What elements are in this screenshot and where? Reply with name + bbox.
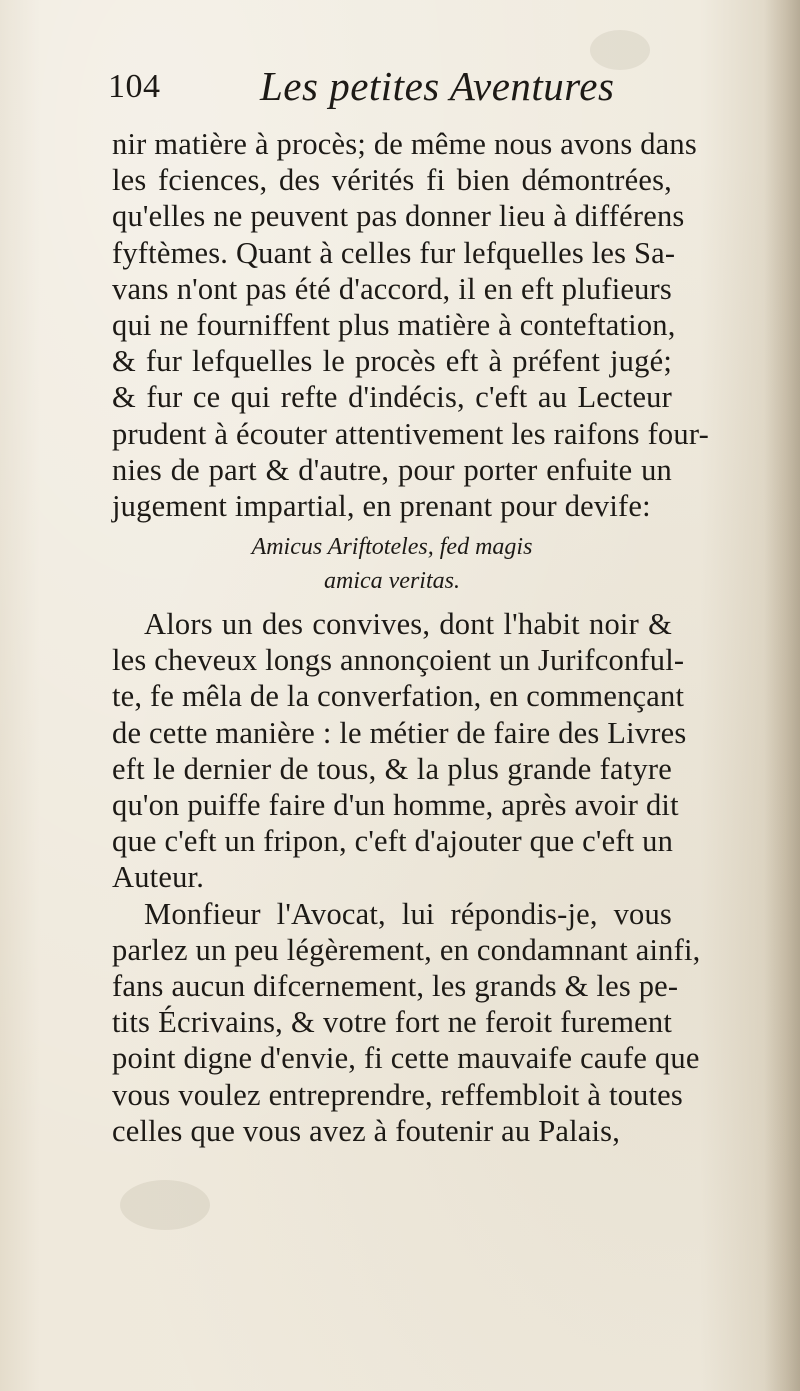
latin-quote-line: Amicus Ariftoteles, fed magis bbox=[251, 534, 533, 561]
text-line: Monfieur l'Avocat, lui répondis-je, vous bbox=[144, 896, 672, 931]
text-line: qu'on puiffe faire d'un homme, après avoir dit bbox=[112, 788, 679, 822]
text-block bbox=[112, 126, 709, 1149]
text-line: qu'elles ne peuvent pas donner lieu à différens bbox=[112, 199, 685, 234]
paper-stain bbox=[120, 1180, 210, 1230]
text-line: jugement impartial, en prenant pour devife: bbox=[112, 488, 651, 523]
latin-quote-line: amica veritas. bbox=[324, 568, 460, 595]
text-line: nir matière à procès; de même nous avons dans bbox=[112, 127, 697, 161]
text-line: prudent à écouter attentivement les raifons four- bbox=[112, 416, 709, 451]
text-line: celles que vous avez à foutenir au Palais, bbox=[112, 1113, 621, 1148]
text-line: Alors un des convives, dont l'habit noir & bbox=[144, 607, 672, 642]
text-line: tits Écrivains, & votre fort ne feroit furement bbox=[112, 1005, 672, 1040]
text-line: vous voulez entreprendre, reffembloit à toutes bbox=[112, 1077, 683, 1112]
text-line: Auteur. bbox=[112, 860, 205, 895]
text-line: les cheveux longs annonçoient un Jurifconful- bbox=[112, 643, 685, 678]
text-line: te, fe mêla de la converfation, en commençant bbox=[112, 679, 685, 714]
text-line: fyftèmes. Quant à celles fur lefquelles les Sa- bbox=[112, 235, 676, 270]
text-line: & fur ce qui refte d'indécis, c'eft au Lecteur bbox=[112, 380, 672, 415]
text-line: & fur lefquelles le procès eft à préfent jugé; bbox=[112, 344, 672, 379]
page-edge-shadow bbox=[764, 0, 800, 1391]
page-number: 104 bbox=[108, 68, 161, 105]
text-line: de cette manière : le métier de faire des Livres bbox=[112, 715, 687, 750]
text-line: nies de part & d'autre, pour porter enfuite un bbox=[112, 452, 672, 487]
text-line: que c'eft un fripon, c'eft d'ajouter que c'eft un bbox=[112, 824, 674, 859]
running-title: Les petites Aventures bbox=[260, 63, 615, 109]
text-line: vans n'ont pas été d'accord, il en eft plufieurs bbox=[112, 271, 672, 306]
text-line: les fciences, des vérités fi bien démontrées, bbox=[112, 163, 672, 198]
text-line: parlez un peu légèrement, en condamnant ainfi, bbox=[112, 932, 701, 967]
text-line: qui ne fourniffent plus matière à conteftation, bbox=[112, 307, 676, 342]
text-line: eft le dernier de tous, & la plus grande fatyre bbox=[112, 751, 672, 786]
text-line: fans aucun difcernement, les grands & les pe- bbox=[112, 968, 679, 1003]
page-header bbox=[108, 62, 708, 112]
text-line: point digne d'envie, fi cette mauvaife caufe que bbox=[112, 1041, 700, 1076]
